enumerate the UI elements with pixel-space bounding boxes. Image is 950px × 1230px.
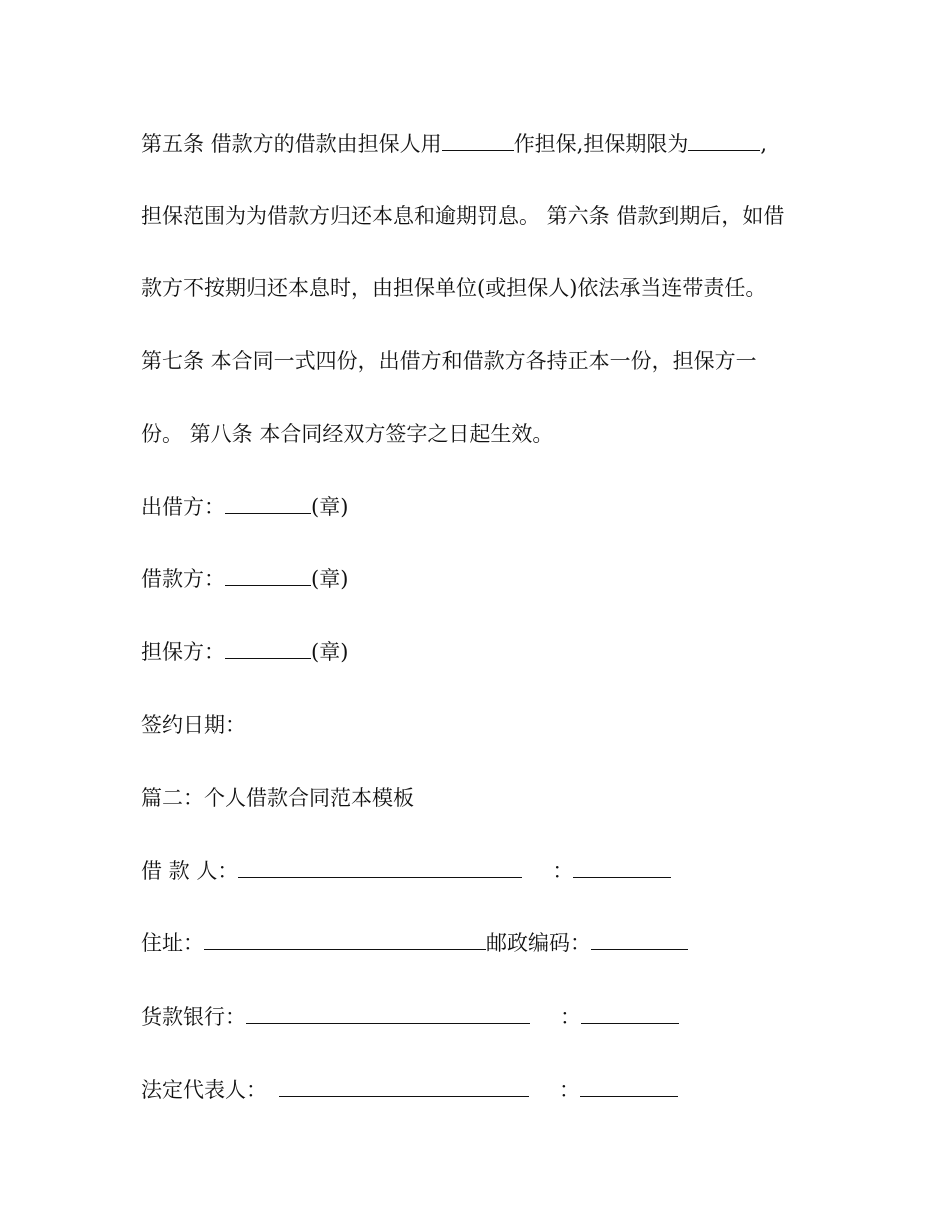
lender-signature-line bbox=[141, 494, 348, 520]
paragraph-line-2: 担保范围为为借款方归还本息和逾期罚息。 第六条 借款到期后，如借 bbox=[141, 204, 785, 228]
signing-date-line: 签约日期： bbox=[141, 713, 246, 737]
address-line bbox=[141, 930, 688, 956]
postcode-blank[interactable] bbox=[591, 931, 688, 950]
borrower-info-label: 借 款 人： bbox=[141, 859, 239, 883]
guarantor-signature-line bbox=[141, 639, 348, 665]
borrower-name-blank[interactable] bbox=[238, 859, 522, 878]
paragraph-line-4: 第七条 本合同一式四份，出借方和借款方各持正本一份，担保方一 bbox=[141, 349, 757, 373]
clause-five-text-b: 作担保,担保期限为 bbox=[513, 132, 689, 156]
legal-rep-colon: ： bbox=[559, 1078, 580, 1102]
borrower-info-line bbox=[141, 858, 671, 884]
borrower-colon: ： bbox=[552, 859, 574, 883]
clause-five-line bbox=[141, 131, 767, 157]
borrower-signature-line bbox=[141, 566, 348, 592]
legal-rep-blank[interactable] bbox=[279, 1078, 529, 1097]
borrower-blank[interactable] bbox=[225, 567, 311, 586]
guarantor-seal: (章) bbox=[311, 640, 349, 664]
postcode-label: 邮政编码： bbox=[486, 931, 591, 955]
bank-colon: ： bbox=[560, 1005, 581, 1029]
borrower-label: 借款方： bbox=[141, 567, 225, 591]
lender-seal: (章) bbox=[311, 495, 349, 519]
address-label: 住址： bbox=[141, 931, 204, 955]
paragraph-line-3: 款方不按期归还本息时，由担保单位(或担保人)依法承当连带责任。 bbox=[141, 276, 767, 300]
address-blank[interactable] bbox=[204, 931, 486, 950]
lender-blank[interactable] bbox=[225, 495, 311, 514]
bank-label: 货款银行： bbox=[141, 1005, 246, 1029]
clause-five-text-c: , bbox=[760, 132, 768, 156]
bank-blank[interactable] bbox=[246, 1005, 530, 1024]
bank-extra-blank[interactable] bbox=[581, 1005, 679, 1024]
guarantor-blank[interactable] bbox=[225, 640, 311, 659]
lender-label: 出借方： bbox=[141, 495, 225, 519]
section-two-title: 篇二：个人借款合同范本模板 bbox=[141, 786, 414, 810]
bank-line bbox=[141, 1004, 679, 1030]
collateral-blank[interactable] bbox=[442, 132, 514, 151]
paragraph-line-5: 份。 第八条 本合同经双方签字之日起生效。 bbox=[141, 422, 554, 446]
legal-rep-line bbox=[141, 1077, 678, 1103]
guarantor-label: 担保方： bbox=[141, 640, 225, 664]
clause-five-text-a: 第五条 借款方的借款由担保人用 bbox=[141, 132, 442, 156]
borrower-seal: (章) bbox=[311, 567, 349, 591]
guarantee-period-blank[interactable] bbox=[688, 132, 760, 151]
legal-rep-extra-blank[interactable] bbox=[580, 1078, 678, 1097]
borrower-extra-blank[interactable] bbox=[573, 859, 671, 878]
legal-rep-label: 法定代表人： bbox=[141, 1078, 267, 1102]
